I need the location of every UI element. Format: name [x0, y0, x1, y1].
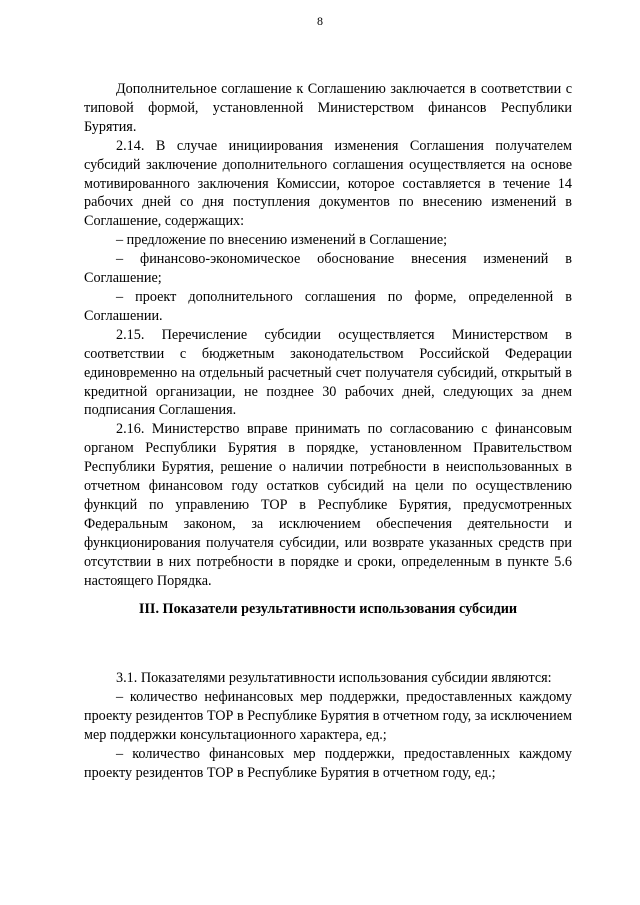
paragraph-3-1: 3.1. Показателями результативности использования субсидии являются:: [116, 670, 552, 686]
list-item-nonfinancial: – количество нефинансовых мер поддержки, предоставленных каждому проекту резидентов ТОР в Республике Бурятия в отчетном году, за исключением мер поддержки консультационного характера, ед.;: [84, 688, 573, 743]
section-heading: III. Показатели результативности использования субсидии: [138, 601, 518, 617]
page-number: 8: [317, 14, 323, 28]
section-2-body: [84, 80, 572, 590]
paragraph-2-14: 2.14. В случае инициирования изменения Соглашения получателем субсидий заключение дополнительного соглашения осуществляется на основе мотивированного заключения Комиссии, которое составляется в течение 14 рабочих дней со дня поступления документов по внесению изменений в Соглашение, содержащих:: [84, 137, 572, 230]
paragraph-2-15: 2.15. Перечисление субсидии осуществляется Министерством в соответствии с бюджетным законодательством Российской Федерации единовременно на отдельный расчетный счет получателя субсидий, открытый в кредитной организации, не позднее 30 рабочих дней, следующих за днем подписания Соглашения.: [84, 326, 572, 419]
paragraph-2-16: 2.16. Министерство вправе принимать по согласованию с финансовым органом Республики Бурятия в порядке, установленном Правительством Республики Бурятия, решение о наличии потребности в неиспользованных в отчетном финансовом году остатков субсидий на цели по осуществлению функций по управлению ТОР в Республике Бурятия, предусмотренных Федеральным законом, за исключением обеспечения деятельности и функционирования получателя субсидии, или возврате указанных средств при отсутствии в них потребности в порядке и сроки, определенным в пункте 5.6 настоящего Порядка.: [84, 421, 572, 589]
section-3-body: [84, 669, 572, 782]
list-item-proposal: – предложение по внесению изменений в Соглашение;: [116, 232, 448, 249]
list-item-draft: – проект дополнительного соглашения по форме, определенной в Соглашении.: [84, 288, 572, 324]
list-item-financial: – количество финансовых мер поддержки, предоставленных каждому проекту резидентов ТОР в Республике Бурятия в отчетном году, ед.;: [84, 745, 572, 781]
list-item-justification: – финансово-экономическое обоснование внесения изменений в Соглашение;: [84, 251, 572, 287]
paragraph-additional-agreement: Дополнительное соглашение к Соглашению заключается в соответствии с типовой формой, установленной Министерством финансов Республики Бурятия.: [84, 81, 572, 135]
